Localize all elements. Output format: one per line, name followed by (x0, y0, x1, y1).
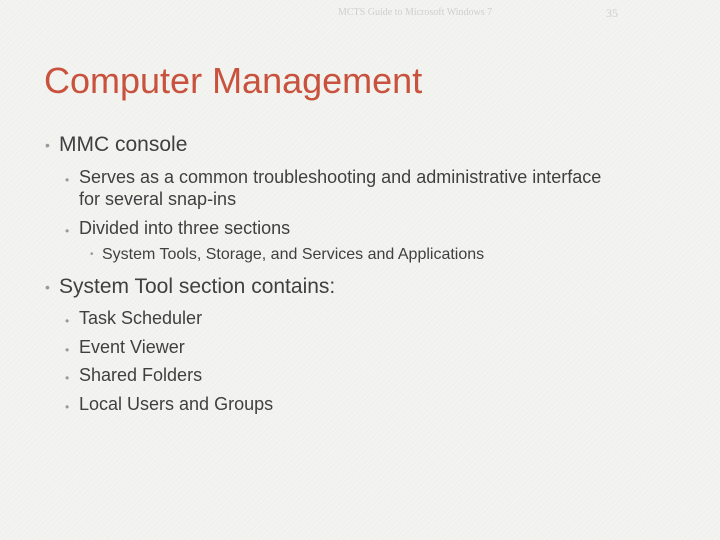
list-item-text: Task Scheduler (79, 308, 203, 328)
bullet-icon: • (65, 400, 70, 414)
bullet-icon: • (45, 279, 50, 295)
bullet-mmc-console (45, 133, 188, 157)
bullet-three-sections (65, 217, 291, 239)
bullet-icon: • (65, 173, 70, 187)
bullet-icon: • (65, 343, 70, 357)
bullet-text: Divided into three sections (79, 218, 291, 238)
bullet-icon: • (65, 371, 70, 385)
bullet-sections-list (90, 246, 485, 264)
bullet-text-line1: Serves as a common troubleshooting and administrative interface (79, 167, 602, 187)
bullet-icon: • (90, 249, 94, 260)
list-item-local-users-groups (65, 393, 274, 415)
list-item-event-viewer (65, 336, 185, 358)
bullet-serves-as (65, 166, 602, 210)
list-item-text: Event Viewer (79, 337, 185, 357)
slide-number: 35 (606, 6, 618, 20)
bullet-icon: • (65, 314, 70, 328)
bullet-text: System Tools, Storage, and Services and Applications (102, 246, 485, 263)
list-item-text: Shared Folders (79, 365, 203, 385)
course-title: MCTS Guide to Microsoft Windows 7 (338, 7, 493, 18)
list-item-task-scheduler (65, 307, 203, 329)
slide-header (0, 7, 720, 25)
bullet-text-line2: for several snap-ins (79, 189, 237, 209)
bullet-system-tool (45, 275, 336, 299)
slide-title: Computer Management (44, 60, 423, 101)
list-item-text: Local Users and Groups (79, 394, 274, 414)
bullet-text: System Tool section contains: (59, 275, 336, 298)
bullet-icon: • (65, 224, 70, 238)
bullet-icon: • (45, 137, 50, 153)
list-item-shared-folders (65, 364, 203, 386)
bullet-text: MMC console (59, 133, 188, 156)
